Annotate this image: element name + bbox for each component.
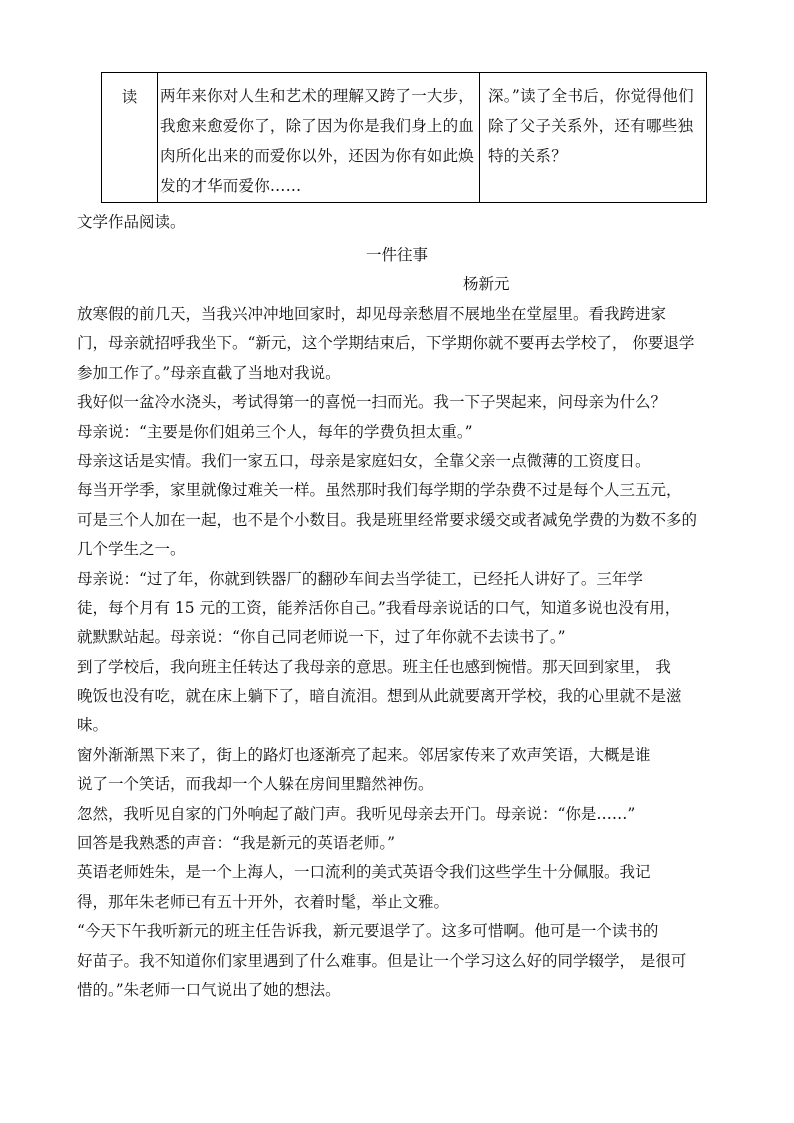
table-label-cell: 读: [121, 88, 138, 106]
table-line: 深。”读了全书后，你觉得他们: [488, 87, 694, 105]
table-line: 特的关系？: [488, 147, 568, 165]
body-line: 徒，每个月有 15 元的工资，能养活你自己。”我看母亲说话的口气，知道多说也没有用，: [77, 598, 681, 617]
table-line: 肉所化出来的而爱你以外，还因为你有如此焕: [160, 147, 475, 165]
table-line: 发的才华而爱你……: [160, 177, 302, 195]
section-heading: 文学作品阅读。: [77, 213, 186, 231]
table-line: 除了父子关系外，还有哪些独: [488, 117, 694, 135]
body-line: 得，那年朱老师已有五十开外，衣着时髦，举止文雅。: [77, 892, 450, 911]
body-line: 门，母亲就招呼我坐下。“新元，这个学期结束后，下学期你就不要再去学校了， 你要退学: [77, 334, 695, 353]
table-question-cell: [488, 81, 703, 171]
story-title: 一件往事: [365, 246, 428, 264]
body-line: 回答是我熟悉的声音：“我是新元的英语老师。”: [77, 834, 396, 853]
table-line: 我愈来愈爱你了，除了因为你是我们身上的血: [160, 117, 475, 135]
body-line: 我好似一盆冷水浇头，考试得第一的喜悦一扫而光。我一下子哭起来，问母亲为什么？: [77, 393, 667, 412]
table-divider: [479, 73, 480, 202]
body-line: 母亲说：“主要是你们姐弟三个人，每年的学费负担太重。”: [77, 422, 473, 441]
body-line: 晚饭也没有吃，就在床上躺下了，暗自流泪。想到从此就要离开学校，我的心里就不是滋: [77, 687, 682, 706]
body-line: 就默默站起。母亲说：“你自己同老师说一下，过了年你就不去读书了。”: [77, 628, 566, 647]
body-line: 说了一个笑话，而我却一个人躲在房间里黯然神伤。: [77, 775, 434, 794]
body-line: 忽然，我听见自家的门外响起了敲门声。我听见母亲去开门。母亲说：“你是……”: [77, 804, 636, 823]
body-line: 味。: [77, 716, 109, 735]
body-line: 几个学生之一。: [77, 540, 186, 559]
body-line: 窗外渐渐黑下来了，街上的路灯也逐渐亮了起来。邻居家传来了欢声笑语，大概是谁: [77, 745, 651, 764]
body-line: “今天下午我听新元的班主任告诉我，新元要退学了。这多可惜啊。他可是一个读书的: [77, 922, 659, 941]
body-line: 母亲说：“过了年，你就到铁器厂的翻砂车间去当学徒工，已经托人讲好了。三年学: [77, 569, 643, 588]
table-divider: [157, 73, 158, 202]
body-line: 好苗子。我不知道你们家里遇到了什么难事。但是让一个学习这么好的同学辍学， 是很可: [77, 951, 687, 970]
table-line: 两年来你对人生和艺术的理解又跨了一大步，: [160, 87, 475, 105]
body-line: 母亲这话是实情。我们一家五口，母亲是家庭妇女，全靠父亲一点微薄的工资度日。: [77, 451, 651, 470]
body-line: 放寒假的前几天，当我兴冲冲地回家时，却见母亲愁眉不展地坐在堂屋里。看我跨进家: [77, 305, 667, 323]
body-line: 参加工作了。”母亲直截了当地对我说。: [77, 363, 341, 382]
body-line: 每当开学季，家里就像过难关一样。虽然那时我们每学期的学杂费不过是每个人三五元，: [77, 481, 682, 500]
table-quote-cell: [160, 81, 478, 201]
reading-table: [101, 72, 707, 203]
story-body: [77, 300, 727, 1005]
story-author: 杨新元: [463, 275, 510, 293]
body-line: 可是三个人加在一起，也不是个小数目。我是班里经常要求缓交或者减免学费的为数不多的: [77, 510, 698, 529]
body-line: 英语老师姓朱，是一个上海人，一口流利的美式英语令我们这些学生十分佩服。我记: [77, 863, 651, 882]
body-line: 到了学校后，我向班主任转达了我母亲的意思。班主任也感到惋惜。那天回到家里， 我: [77, 657, 671, 676]
body-line: 惜的。”朱老师一口气说出了她的想法。: [77, 980, 341, 999]
